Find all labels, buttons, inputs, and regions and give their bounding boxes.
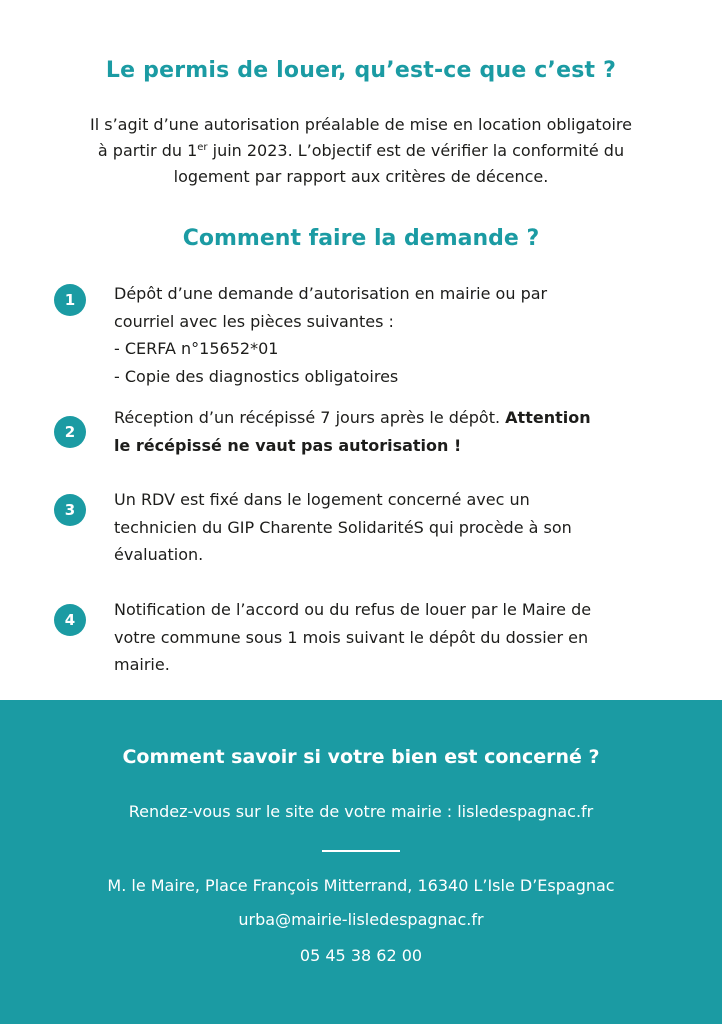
step-2-line-1: [114, 404, 674, 432]
step-4-line-3: mairie.: [114, 655, 170, 674]
step-3-line-2: technicien du GIP Charente SolidaritéS qui procède à son: [114, 517, 572, 537]
step-1-line-4: - Copie des diagnostics obligatoires: [114, 366, 399, 386]
step-1-line-2: courriel avec les pièces suivantes :: [114, 311, 394, 331]
step-4-text: [114, 596, 674, 679]
intro-line-2-end: juin 2023. L’objectif est de vérifier la conformité du: [207, 141, 625, 160]
footer-title: Comment savoir si votre bien est concerné ?: [122, 746, 600, 768]
step-2-warning-end: le récépissé ne vaut pas autorisation !: [114, 435, 462, 455]
step-1-line-3: - CERFA n°15652*01: [114, 339, 279, 358]
divider: [322, 850, 400, 852]
step-2-normal-text: Réception d’un récépissé 7 jours après le dépôt.: [114, 408, 506, 427]
contact-footer: [0, 700, 722, 1024]
step-4-line-1: Notification de l’accord ou du refus de louer par le Maire de: [114, 600, 592, 619]
step-number-badge: 2: [54, 416, 86, 448]
step-3-text: [114, 486, 674, 569]
ordinal-superscript: er: [197, 142, 208, 153]
intro-line-3: logement par rapport aux critères de décence.: [173, 167, 549, 186]
step-3-line-1: Un RDV est fixé dans le logement concerné avec un: [114, 490, 530, 509]
step-2-line-2: [114, 432, 674, 460]
step-2-warning-start: Attention: [505, 408, 591, 427]
step-3-line-3: évaluation.: [114, 545, 204, 564]
step-1-line-1: Dépôt d’une demande d’autorisation en mairie ou par: [114, 284, 548, 303]
intro-title: Le permis de louer, qu’est-ce que c’est ?: [105, 58, 617, 83]
step-number-badge: 1: [54, 284, 86, 316]
step-number-badge: 3: [54, 494, 86, 526]
step-1-text: [114, 280, 674, 390]
intro-line-2: [40, 138, 682, 164]
intro-line-2-start: à partir du 1: [97, 141, 198, 160]
website-line: Rendez-vous sur le site de votre mairie : lisledespagnac.fr: [128, 802, 594, 821]
intro-paragraph: [40, 112, 682, 190]
address-line: M. le Maire, Place François Mitterrand, 16340 L’Isle D’Espagnac: [107, 876, 615, 895]
phone-line: 05 45 38 62 00: [299, 946, 423, 965]
intro-line-1: Il s’agit d’une autorisation préalable de mise en location obligatoire: [89, 115, 632, 134]
step-4-line-2: votre commune sous 1 mois suivant le dépôt du dossier en: [114, 627, 589, 647]
step-number-badge: 4: [54, 604, 86, 636]
step-2-text: [114, 404, 674, 459]
email-line: urba@mairie-lisledespagnac.fr: [238, 910, 484, 929]
steps-title: Comment faire la demande ?: [182, 226, 540, 251]
